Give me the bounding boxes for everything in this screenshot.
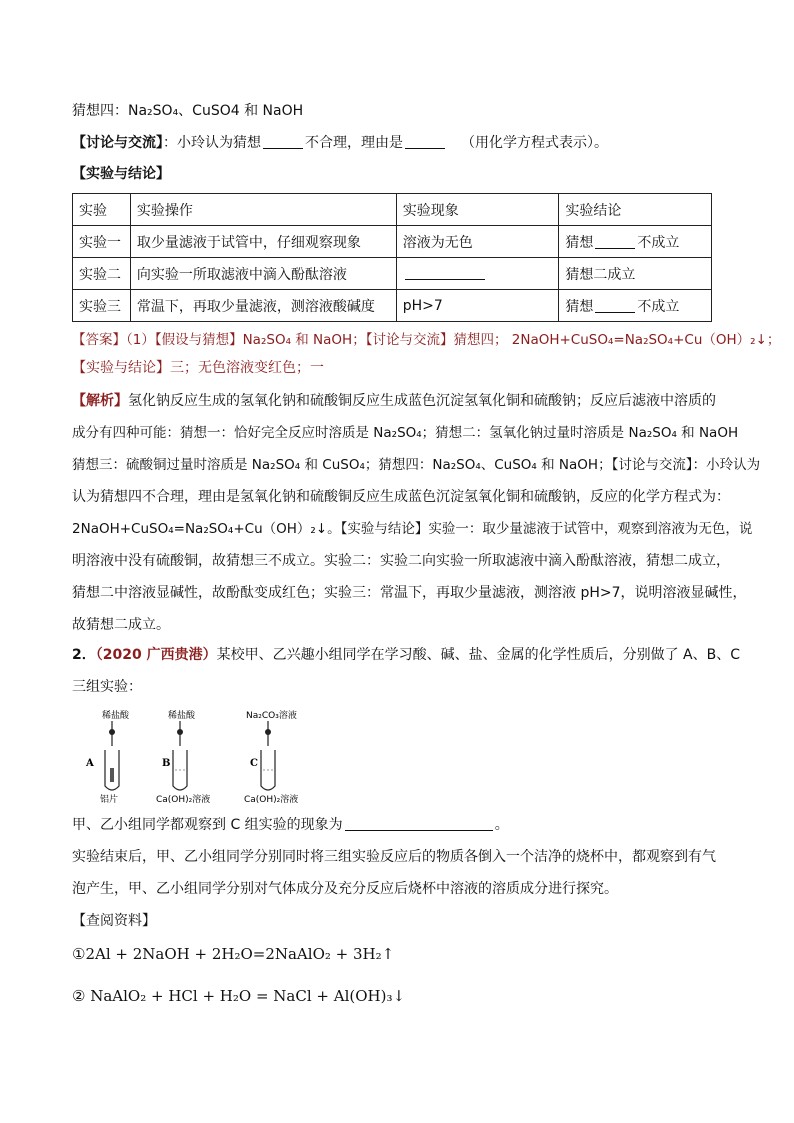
table-cell: 实验一 [73, 226, 131, 258]
table-cell: 实验二 [73, 258, 131, 290]
analysis-line: 2NaOH+CuSO₄=Na₂SO₄+Cu（OH）₂↓。【实验与结论】实验一：取少量滤液于试管中，观察到溶液为无色，说 [72, 521, 753, 537]
equation-1: ①2Al + 2NaOH + 2H₂O=2NaAlO₂ + 3H₂↑ [72, 945, 395, 963]
answer-blank[interactable] [405, 134, 445, 149]
reagent-label: 稀盐酸 [168, 711, 196, 721]
table-header: 实验结论 [559, 194, 712, 226]
table-cell: 取少量滤液于试管中，仔细观察现象 [130, 226, 396, 258]
table-cell: 向实验一所取滤液中滴入酚酞溶液 [130, 258, 396, 290]
discussion-text-3: （用化学方程式表示）。 [461, 135, 608, 151]
conclusion-text: 不成立 [637, 234, 680, 251]
conclusion-text: 不成立 [637, 298, 680, 315]
dropper-bulb-icon [265, 729, 271, 735]
table-cell [396, 258, 559, 290]
analysis-line: 猜想三：硫酸铜过量时溶质是 Na₂SO₄ 和 CuSO₄；猜想四：Na₂SO₄、CuSO₄ 和 NaOH；【讨论与交流】：小玲认为 [72, 457, 761, 473]
content-label: Ca(OH)₂溶液 [156, 795, 211, 805]
table-cell [559, 290, 712, 322]
paragraph-line: 泡产生，甲、乙小组同学分别对气体成分及充分反应后烧杯中溶液的溶质成分进行探究。 [72, 881, 618, 897]
table-header: 实验 [73, 194, 131, 226]
analysis-line: 成分有四种可能：猜想一：恰好完全反应时溶质是 Na₂SO₄；猜想二：氢氧化钠过量时溶质是 Na₂SO₄ 和 NaOH [72, 425, 739, 441]
table-cell: 实验三 [73, 290, 131, 322]
analysis-line: 故猜想二成立。 [72, 617, 170, 633]
tube-group-c [244, 709, 298, 805]
answer-blank[interactable] [595, 234, 635, 249]
tube-group-a [85, 709, 130, 805]
lookup-heading: 【查阅资料】 [72, 913, 156, 929]
analysis-line: 明溶液中没有硫酸铜，故猜想三不成立。实验二：实验二向实验一所取滤液中滴入酚酞溶液，猜想二成立， [72, 553, 730, 569]
guess-four: 猜想四：Na₂SO₄、CuSO4 和 NaOH [72, 103, 304, 119]
analysis-text: 氢化钠反应生成的氢氧化钠和硫酸铜反应生成蓝色沉淀氢氧化铜和硫酸钠；反应后滤液中溶质的 [128, 393, 716, 409]
discussion-label: 【讨论与交流】 [72, 135, 163, 151]
analysis-label: 【解析】 [72, 393, 128, 409]
test-tube-diagram [80, 706, 320, 806]
answer-blank[interactable] [263, 134, 303, 149]
answer-blank[interactable] [345, 816, 493, 831]
table-header-row [73, 194, 712, 226]
question-2-line [72, 645, 740, 665]
paragraph-line: 实验结束后，甲、乙小组同学分别同时将三组实验反应后的物质各倒入一个洁净的烧杯中，都观察到有气 [72, 849, 716, 865]
question-text: 某校甲、乙兴趣小组同学在学习酸、碱、盐、金属的化学性质后，分别做了 A、B、C [216, 647, 740, 663]
question-text: 三组实验： [72, 679, 142, 695]
reagent-label: 稀盐酸 [102, 711, 130, 721]
answer-blank[interactable] [405, 265, 485, 280]
conclusion-text: 猜想 [565, 234, 594, 251]
table-cell: 溶液为无色 [396, 226, 559, 258]
reagent-label: Na₂CO₃溶液 [246, 711, 297, 721]
tube-group-b [156, 709, 210, 805]
observe-line [72, 815, 509, 835]
observe-text: 甲、乙小组同学都观察到 C 组实验的现象为 [72, 817, 343, 833]
analysis-line: 认为猜想四不合理，理由是氢氧化钠和硫酸铜反应生成蓝色沉淀氢氧化铜和硫酸钠，反应的化学方程式为： [72, 489, 730, 505]
table-cell [559, 226, 712, 258]
question-number: 2． [72, 647, 96, 663]
table-row [73, 258, 712, 290]
dropper-bulb-icon [109, 729, 115, 735]
dropper-bulb-icon [177, 729, 183, 735]
content-label: Ca(OH)₂溶液 [244, 795, 299, 805]
tube-letter: A [86, 758, 94, 769]
discussion-line [72, 133, 608, 153]
conclusion-text: 猜想 [565, 298, 594, 315]
discussion-text-1: ：小玲认为猜想 [163, 135, 261, 151]
content-label: 铝片 [100, 795, 119, 805]
answer-line-1: 【答案】（1）【假设与猜想】Na₂SO₄ 和 NaOH；【讨论与交流】猜想四； 2NaOH+CuSO₄=Na₂SO₄+Cu（OH）₂↓； [72, 332, 781, 348]
answer-blank[interactable] [595, 298, 635, 313]
table-cell: pH>7 [396, 290, 559, 322]
discussion-text-2: 不合理，理由是 [305, 135, 403, 151]
tube-letter: C [250, 758, 258, 769]
table-cell: 猜想二成立 [559, 258, 712, 290]
metal-strip-icon [110, 768, 114, 782]
equation-2: ② NaAlO₂ + HCl + H₂O = NaCl + Al(OH)₃↓ [72, 987, 406, 1005]
experiment-table [72, 193, 712, 322]
section-experiment: 【实验与结论】 [72, 166, 170, 182]
table-header: 实验现象 [396, 194, 559, 226]
table-header: 实验操作 [130, 194, 396, 226]
tube-letter: B [162, 758, 171, 769]
answer-line-2: 【实验与结论】三；无色溶液变红色；一 [72, 360, 324, 376]
question-source: （2020 广西贵港） [95, 647, 217, 663]
table-row [73, 226, 712, 258]
analysis-line: 猜想二中溶液显碱性，故酚酞变成红色；实验三：常温下，再取少量滤液，测溶液 pH>7，说明溶液显碱性， [72, 585, 747, 601]
observe-end: 。 [494, 817, 509, 833]
table-cell: 常温下，再取少量滤液，测溶液酸碱度 [130, 290, 396, 322]
table-row [73, 290, 712, 322]
analysis-line [72, 391, 716, 411]
